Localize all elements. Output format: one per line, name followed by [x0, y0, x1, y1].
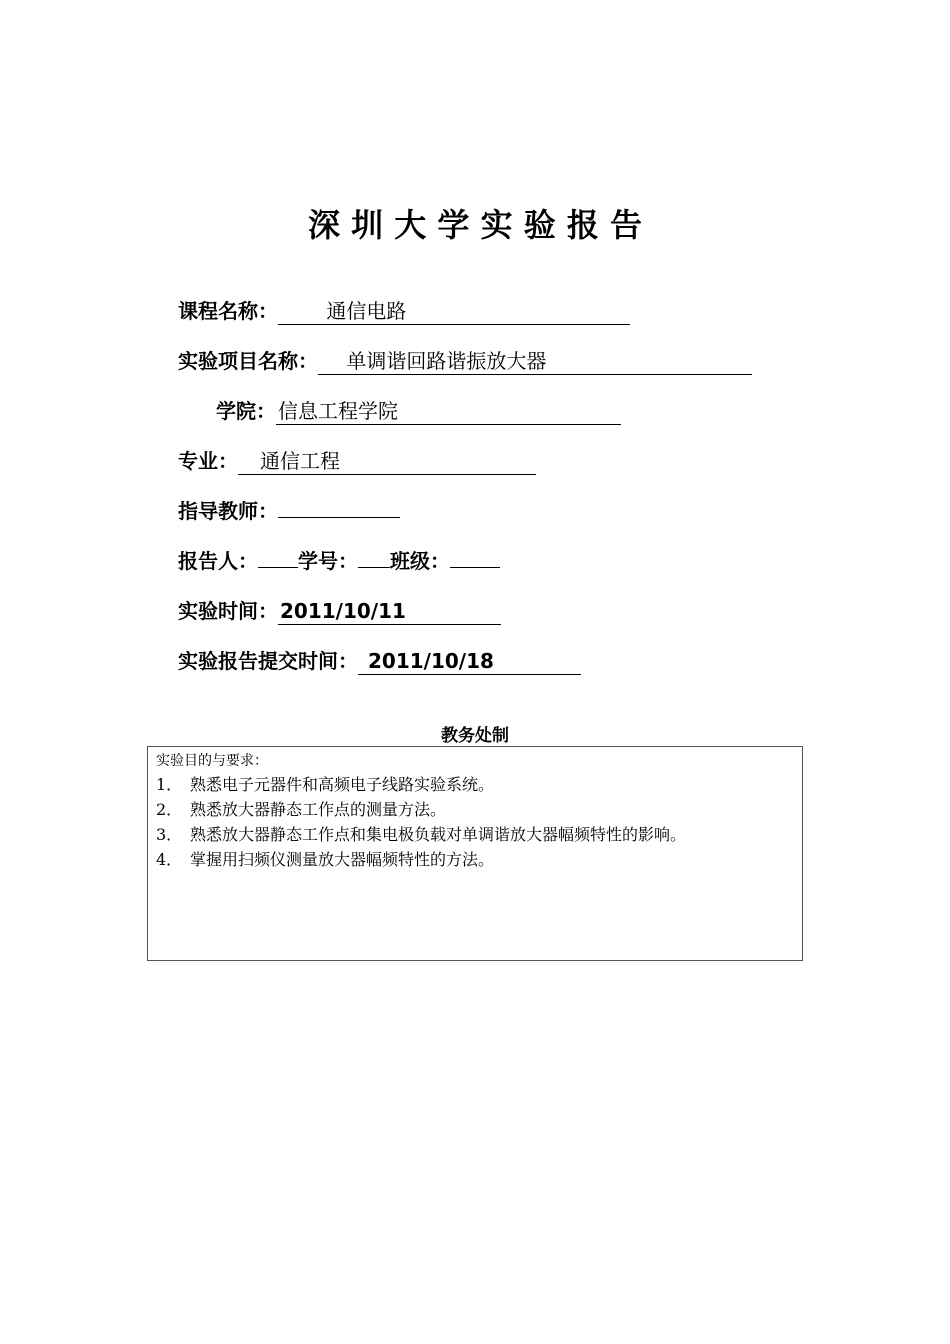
list-item-text: 熟悉放大器静态工作点和集电极负载对单调谐放大器幅频特性的影响。 [190, 825, 687, 844]
list-item-number: 4． [156, 850, 183, 869]
advisor-label: 指导教师： [178, 499, 278, 523]
college-value: 信息工程学院 [276, 398, 621, 425]
class-value [450, 567, 500, 568]
course-name-label: 课程名称： [178, 299, 278, 323]
reporter-label: 报告人： [178, 549, 258, 573]
list-item-number: 1． [156, 775, 183, 794]
project-name-row [178, 344, 752, 378]
list-item [156, 847, 794, 872]
submit-time-label: 实验报告提交时间： [178, 649, 358, 673]
list-item-text: 掌握用扫频仪测量放大器幅频特性的方法。 [190, 850, 495, 869]
objectives-heading: 实验目的与要求： [156, 753, 268, 769]
report-title: 深 圳 大 学 实 验 报 告 [308, 206, 642, 244]
submit-time-value: 2011/10/18 [358, 648, 581, 675]
list-item [156, 772, 794, 797]
advisor-value [278, 517, 400, 518]
list-item-text: 熟悉放大器静态工作点的测量方法。 [190, 800, 447, 819]
exp-time-label: 实验时间： [178, 599, 278, 623]
list-item [156, 797, 794, 822]
list-item [156, 822, 794, 847]
office-label: 教务处制 [441, 726, 509, 746]
reporter-row [178, 544, 500, 578]
college-row [216, 394, 621, 428]
list-item-text: 熟悉电子元器件和高频电子线路实验系统。 [190, 775, 495, 794]
major-row [178, 444, 536, 478]
major-value: 通信工程 [238, 448, 536, 475]
exp-time-row [178, 594, 501, 628]
project-name-value: 单调谐回路谐振放大器 [318, 348, 752, 375]
course-name-row [178, 294, 630, 328]
student-id-value [358, 567, 390, 568]
major-label: 专业： [178, 449, 238, 473]
project-name-label: 实验项目名称： [178, 349, 318, 373]
student-id-label: 学号： [298, 549, 358, 573]
course-name-value: 通信电路 [278, 298, 630, 325]
class-label: 班级： [390, 549, 450, 573]
exp-time-value: 2011/10/11 [278, 598, 501, 625]
submit-time-row [178, 644, 581, 678]
list-item-number: 3． [156, 825, 183, 844]
objectives-box [147, 746, 803, 961]
list-item-number: 2． [156, 800, 183, 819]
college-label: 学院： [216, 399, 276, 423]
reporter-value [258, 567, 298, 568]
advisor-row [178, 494, 400, 528]
